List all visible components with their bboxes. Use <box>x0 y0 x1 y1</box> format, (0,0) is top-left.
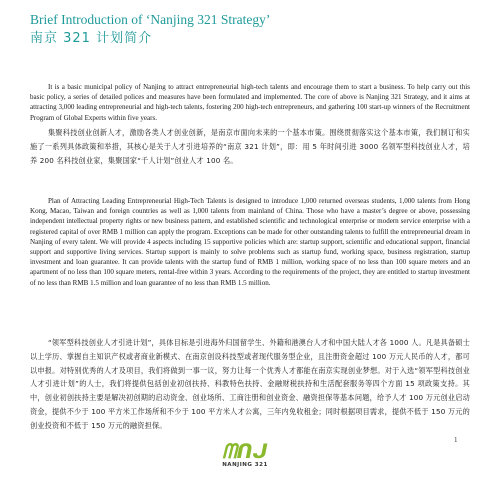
paragraph-chinese-plan: “领军型科技创业人才引进计划”，具体目标是引进海外归国留学生、外籍和港澳台人才和中国大陆人才各 1000 人。凡是具备硕士以上学历、掌握自主知识产权或者商业新模式、在南京创设科技型或者现代服务型企业，且注册资金超过 100 万元人民币的人才，都可以申报。对特别优秀的人才及项目，我们将做到一事一议，努力让每一个优秀人才都能在南京实现创业梦想。对于入选“领军型科技创业人才引进计划”的人士，我们将提供包括创业初创扶持、科教特色扶持、金融财税扶持和生活配套服务等四个方面 15 项政策支持。其中，创业初创扶持主要是解决初创期的启动资金、创业场所、工商注册和创业资金、融资担保等基本问题，给予人才 100 万元创业启动资金，提供不少于 100 平方米工作场所和不少于 100 平方米人才公寓，三年内免收租金；同时根据项目需求，提供不低于 150 万元的创业投资和不低于 150 万元的融资担保。 <box>30 338 470 430</box>
page-number: 1 <box>454 436 458 444</box>
logo-text: NANJING 321 <box>222 462 268 468</box>
paragraph-english-intro: It is a basic municipal policy of Nanjing to attract entrepreneurial high-tech talents and encourage them to start a business. To help carry out this basic policy, a series of detailed polices and measures have been formulated and implemented. The core of above is Nanjing 321 Strategy, and it aims at attracting 3,000 leading entrepreneurial and high-tech talents, fostering 200 high-tech entrepreneurs, and gathering 100 start-up winners of the Recruitment Program of Global Experts within five years. <box>30 83 470 122</box>
paragraph-english-plan: Plan of Attracting Leading Entrepreneurial High-Tech Talents is designed to introduce 1,000 returned overseas students, 1,000 talents from Hong Kong, Macao, Taiwan and foreign countries as well as 1,000 talents from mainland of China. Those who have a master’s degree or above, possessing independent intellectual property rights or new business pattern, and established scientific and technological enterprise or modern service enterprise with a registered capital of over RMB 1 million can apply the program. Exceptions can be made for other outstanding talents to fulfill the entrepreneurial dream in Nanjing of every talent. We will provide 4 aspects including 15 supportive policies which are: startup support, scientific and educational support, financial support and supportive living services. Startup support is mainly to solve problems such as startup fund, working space, business registration, startup investment and loan guarantee. It can provide talents with the startup fund of RMB 1 million, working space of no less than 100 square meters and an apartment of no less than 100 square meters, rental-free within 3 years. According to the requirements of the project, they are entitled to startup investment of no less than RMB 1.5 million and loan guarantee of no less than RMB 1.5 million. <box>30 197 470 287</box>
paragraph-chinese-intro: 集聚科技创业创新人才，激励各类人才创业创新，是南京市面向未来的一个基本市策。围绕贯彻落实这个基本市策，我们制订和实施了一系列具体政策和举措，其核心是关于人才引进培养的“南京 321 计划”，即：用 5 年时间引进 3000 名领军型科技创业人才，培养 200 名科技创业家，集聚国家“千人计划”创业人才 100 名。 <box>30 128 470 165</box>
nanjing-321-logo <box>215 441 275 475</box>
title-chinese: 南京 321 计划简介 <box>30 31 153 46</box>
title-english: Brief Introduction of ‘Nanjing 321 Strategy’ <box>30 12 271 27</box>
logo-mark-icon: ᗰᑎᒍ <box>222 439 268 463</box>
